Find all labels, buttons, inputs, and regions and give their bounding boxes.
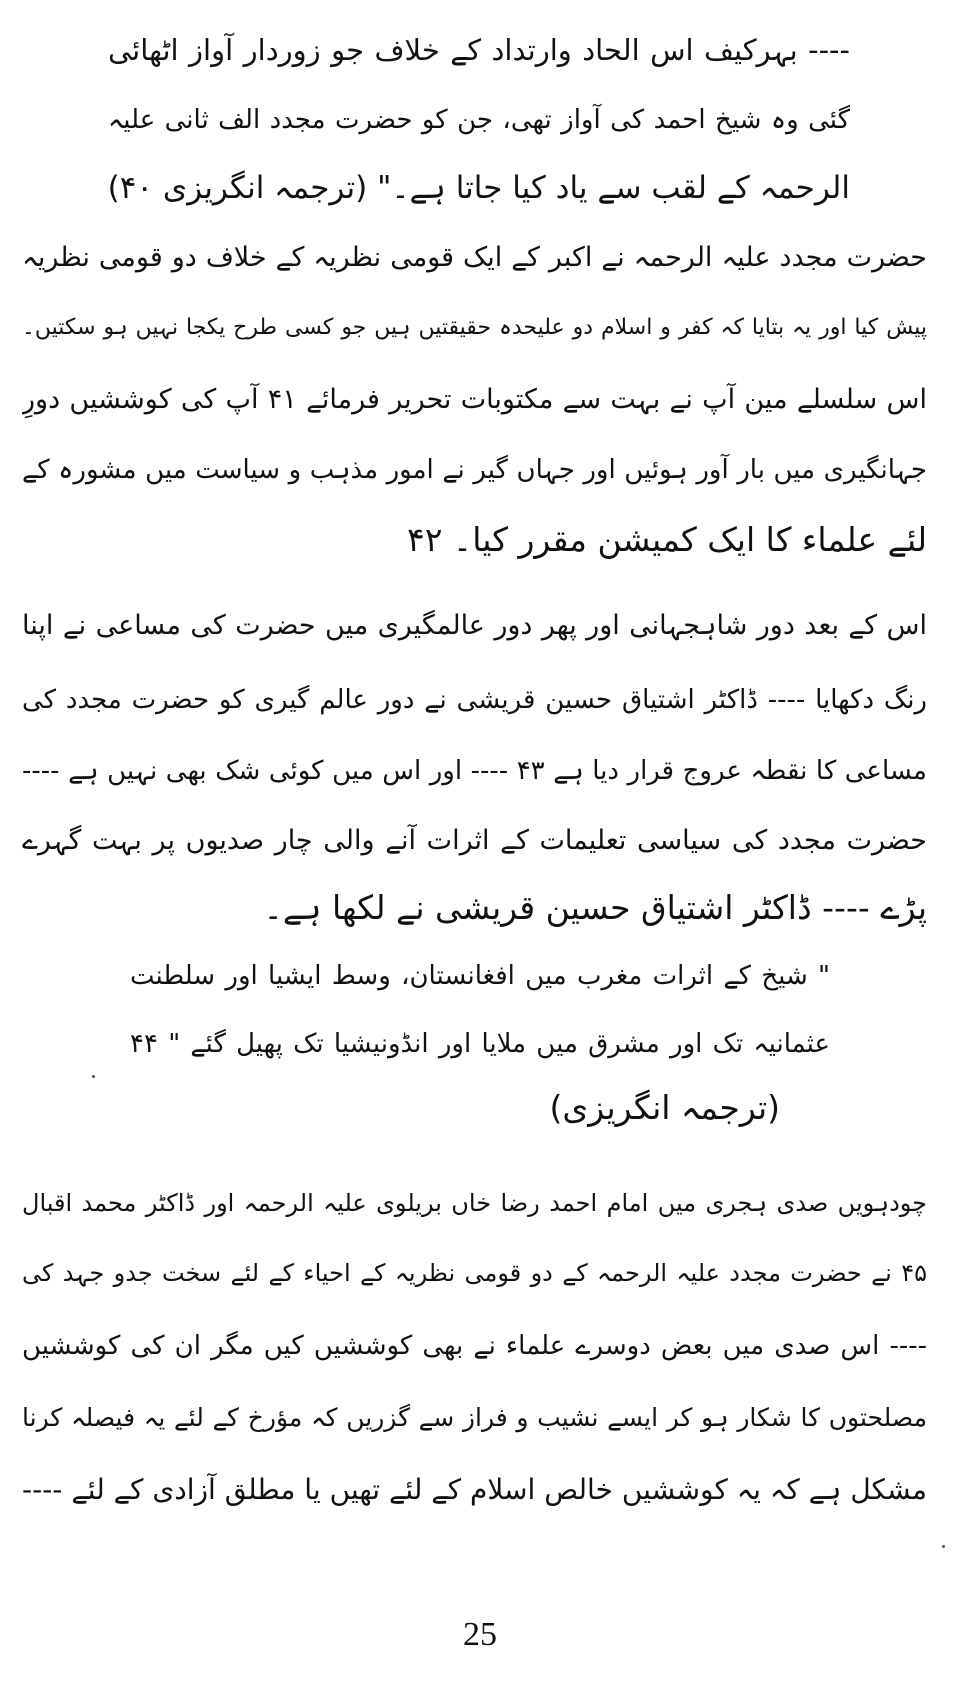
paragraph-line: پیش کیا اور یہ بتایا کہ کفر و اسلام دو علیحدہ حقیقتیں ہیں جو کسی طرح یکجا نہیں ہو سکتیں۔ <box>22 315 927 340</box>
paragraph-line: جہانگیری میں بار آور ہوئیں اور جہاں گیر نے امور مذہب و سیاست میں مشورہ کے <box>22 455 927 485</box>
quote-line: (ترجمہ انگریزی) <box>549 1088 780 1127</box>
paragraph-line: اس کے بعد دور شاہجہانی اور پھر دور عالمگیری میں حضرت کی مساعی نے اپنا <box>22 610 927 641</box>
quote-line: " شیخ کے اثرات مغرب میں افغانستان، وسط ایشیا اور سلطنت <box>130 961 830 991</box>
paragraph-line: رنگ دکھایا ---- ڈاکٹر اشتیاق حسین قریشی نے دور عالم گیری کو حضرت مجدد کی <box>22 685 927 715</box>
paragraph-line: اس سلسلے مین آپ نے بہت سے مکتوبات تحریر فرمائے ۴۱ آپ کی کوششیں دورِ <box>22 384 927 415</box>
paragraph-line: مساعی کا نقطہ عروج قرار دیا ہے ۴۳ ---- اور اس میں کوئی شک بھی نہیں ہے ---- <box>22 756 927 786</box>
paragraph-line: لئے علماء کا ایک کمیشن مقرر کیا۔ ۴۲ <box>406 520 927 559</box>
scan-speck <box>92 1075 95 1078</box>
quote-line: الرحمہ کے لقب سے یاد کیا جاتا ہے۔" (ترجمہ انگریزی ۴۰) <box>108 170 850 206</box>
paragraph-line: حضرت مجدد کی سیاسی تعلیمات کے اثرات آنے والی چار صدیوں پر بہت گہرے <box>22 825 927 856</box>
paragraph-line: چودہویں صدی ہجری میں امام احمد رضا خاں بریلوی علیہ الرحمہ اور ڈاکٹر محمد اقبال <box>22 1189 927 1217</box>
paragraph-line: ۴۵ نے حضرت مجدد علیہ الرحمہ کے دو قومی نظریہ کے احیاء کے لئے سخت جدو جہد کی <box>22 1259 927 1287</box>
paragraph-line: حضرت مجدد علیہ الرحمہ نے اکبر کے ایک قومی نظریہ کے خلاف دو قومی نظریہ <box>22 242 927 273</box>
paragraph-line: مصلحتوں کا شکار ہو کر ایسے نشیب و فراز سے گزریں کہ مؤرخ کے لئے یہ فیصلہ کرنا <box>22 1403 927 1432</box>
paragraph-line: مشکل ہے کہ یہ کوششیں خالص اسلام کے لئے تھیں یا مطلق آزادی کے لئے ---- <box>22 1473 927 1506</box>
page-number: 25 <box>463 1616 497 1653</box>
scan-speck <box>942 1545 945 1548</box>
paragraph-line: ---- اس صدی میں بعض دوسرے علماء نے بھی کوششیں کیں مگر ان کی کوششیں <box>22 1331 927 1361</box>
quote-line: عثمانیہ تک اور مشرق میں ملایا اور انڈونیشیا تک پھیل گئے " ۴۴ <box>130 1029 830 1059</box>
paragraph-line: پڑے ---- ڈاکٹر اشتیاق حسین قریشی نے لکھا ہے۔ <box>263 888 927 927</box>
quote-line: گئی وہ شیخ احمد کی آواز تھی، جن کو حضرت مجدد الف ثانی علیہ <box>108 105 850 135</box>
quote-line: ---- بہرکیف اس الحاد وارتداد کے خلاف جو زوردار آواز اٹھائی <box>108 33 850 67</box>
